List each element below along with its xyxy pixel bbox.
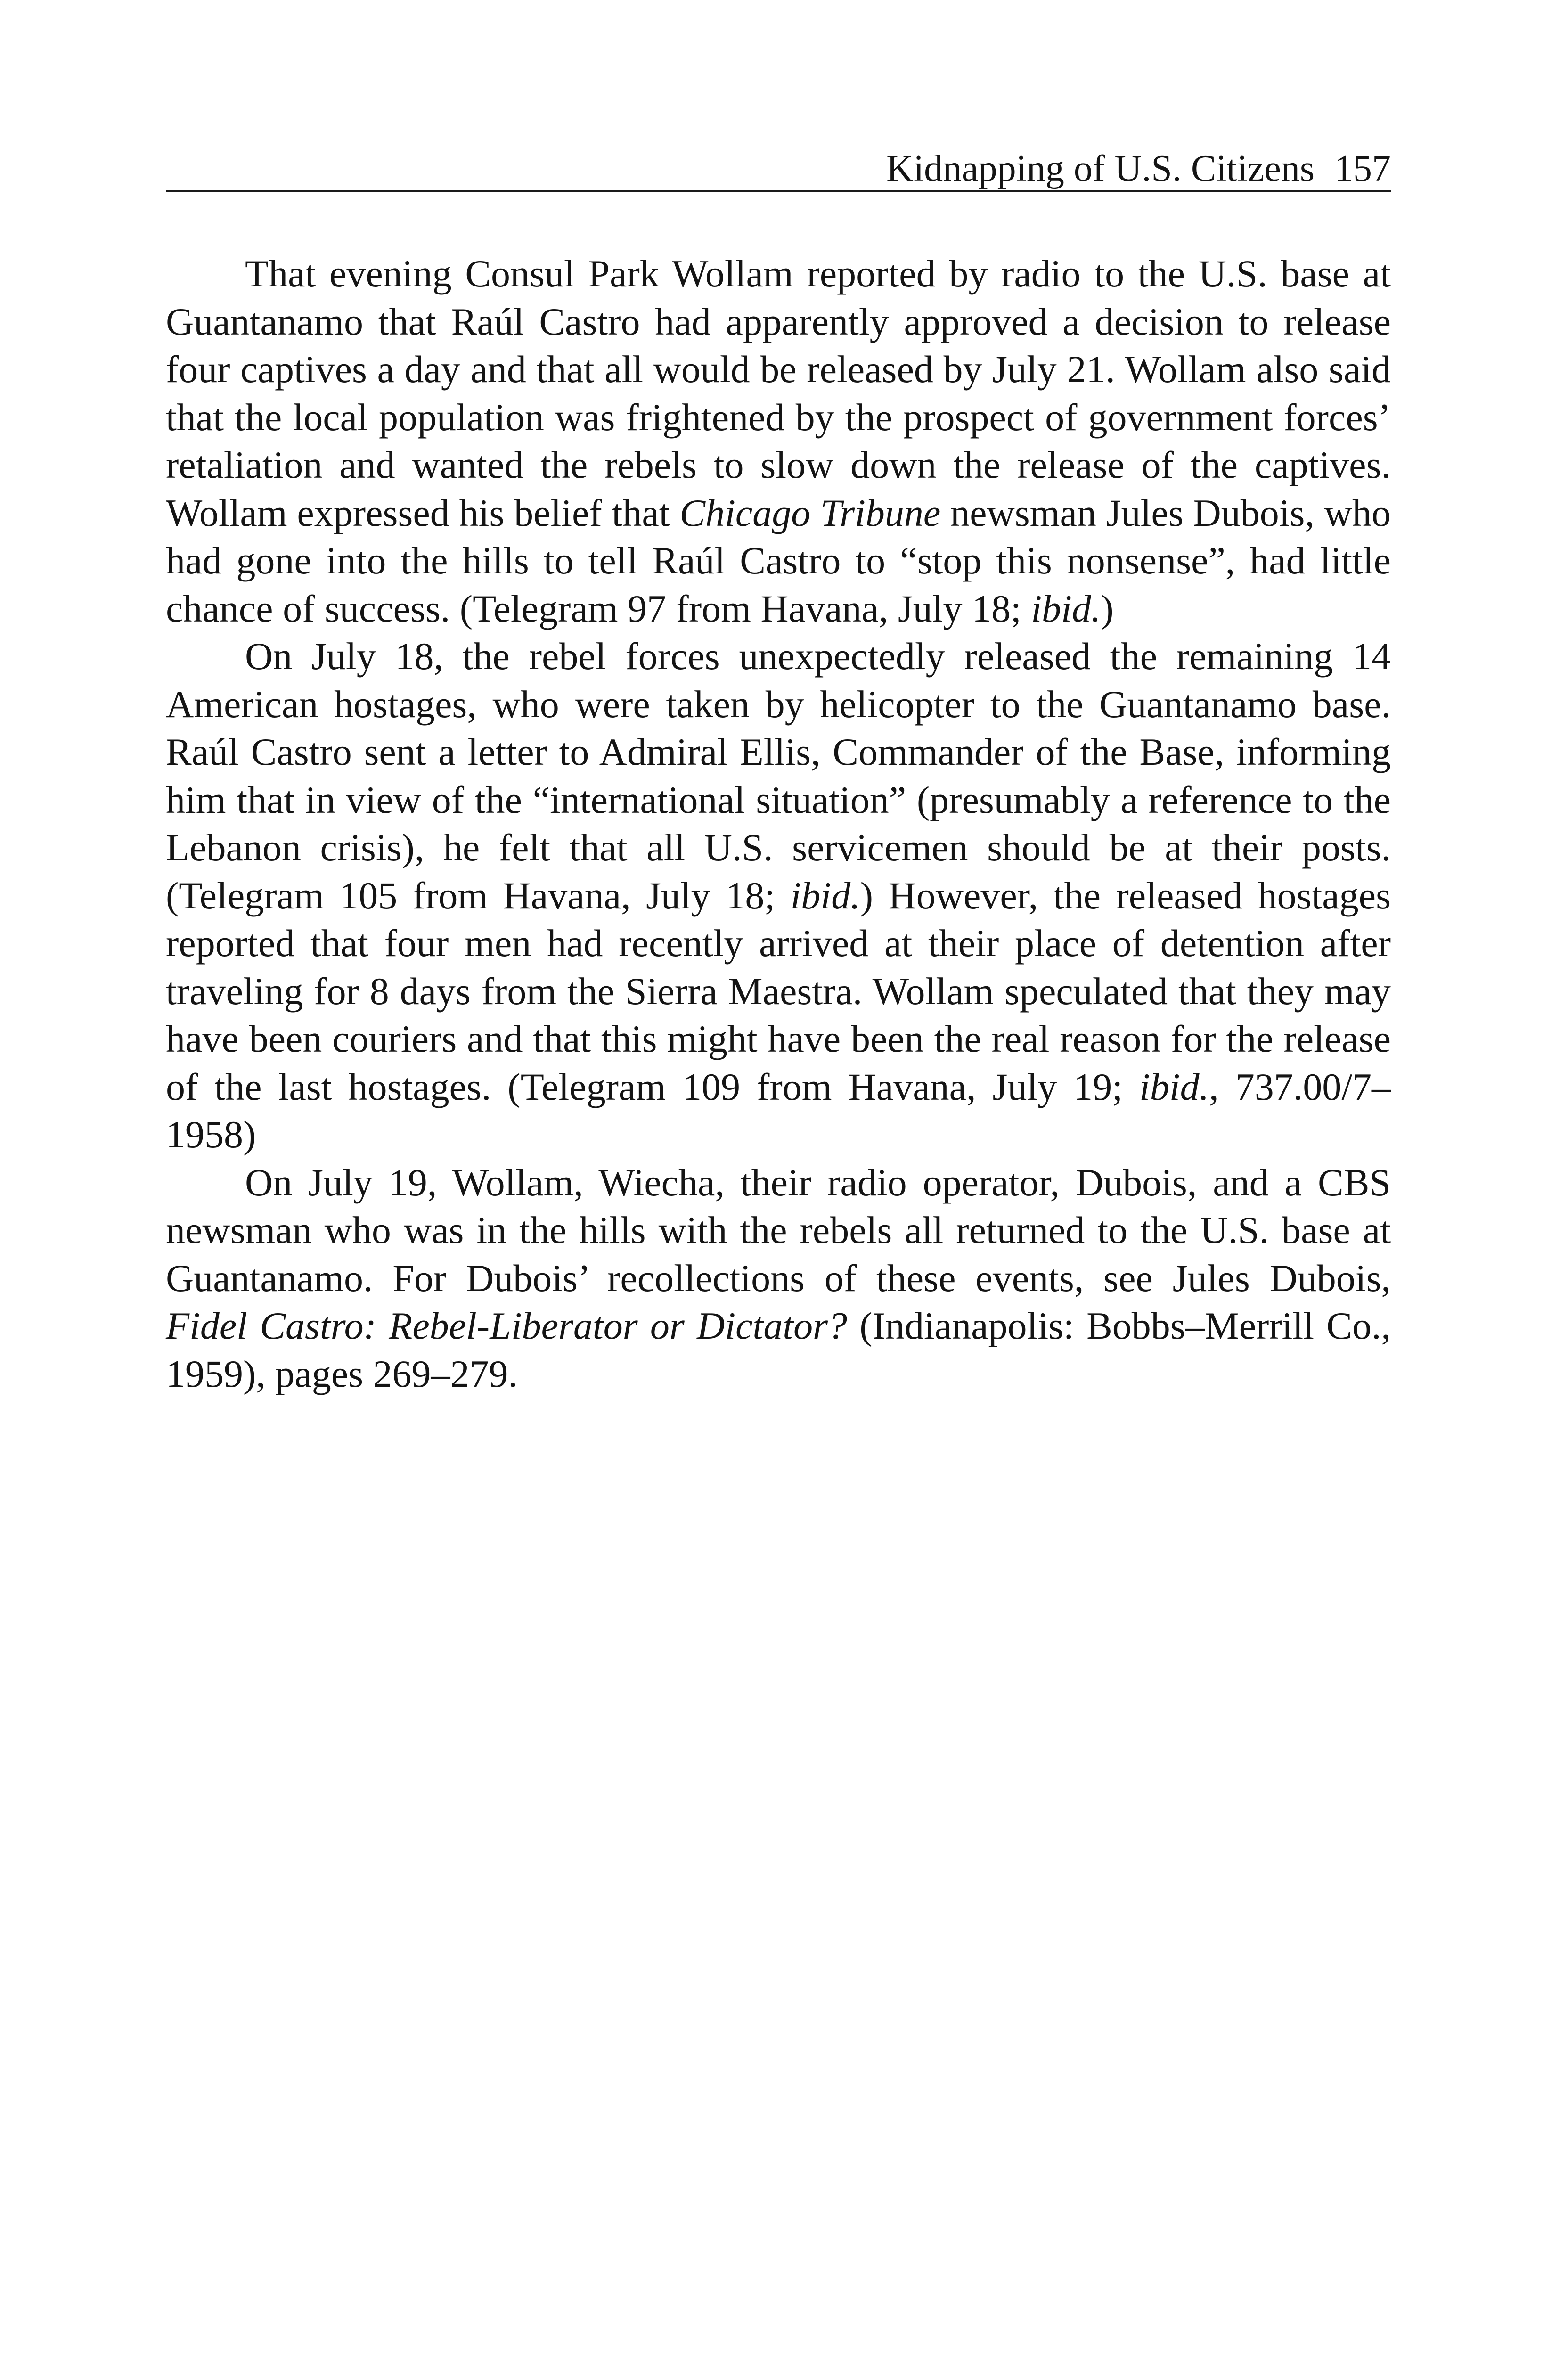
page-number: 157 [1334, 148, 1391, 189]
paragraph-2 [166, 632, 1391, 1159]
paragraph-3 [166, 1159, 1391, 1398]
text-run: , 737.00/7–1958) [166, 1065, 1391, 1156]
text-run: That evening Consul Park Wollam reported by radio to the U.S. base at Guantanamo that Raúl Castro had apparently approved a decision to release four captives a day and that all would be released by July 21. Wollam also said that the local population was frightened by the prospect of government forces’ retaliation and wanted the rebels to slow down the release of the captives. Wollam expressed his belief that [166, 252, 1391, 534]
text-run: (Indianapolis: Bobbs–Merrill Co., 1959), pages 269–279. [166, 1304, 1391, 1395]
text-run: ) However, the released hostages reported that four men had recently arrived at their place of detention after traveling for 8 days from the Sierra Maestra. Wollam speculated that they may have been couriers and that this might have been the real reason for the release of the last hostages. (Telegram 109 from Havana, July 19; [166, 874, 1391, 1108]
italic-text-run: ibid. [790, 874, 860, 917]
text-run: ) [1101, 587, 1114, 630]
italic-text-run: ibid. [1139, 1065, 1209, 1108]
text-run: On July 19, Wollam, Wiecha, their radio operator, Dubois, and a CBS newsman who was in the hills with the rebels all returned to the U.S. base at Guantanamo. For Dubois’ recollections of these events, see Jules Dubois, [166, 1161, 1391, 1300]
italic-text-run: Chicago Tribune [679, 491, 941, 534]
body-text [166, 250, 1391, 1398]
running-head [166, 150, 1391, 192]
italic-text-run: Fidel Castro: Rebel-Liberator or Dictator? [166, 1304, 848, 1347]
text-run: newsman Jules Dubois, who had gone into the hills to tell Raúl Castro to “stop this nonsense”, had little chance of success. (Telegram 97 from Havana, July 18; [166, 491, 1391, 630]
text-run: On July 18, the rebel forces unexpectedly released the remaining 14 American hostages, who were taken by helicopter to the Guantanamo base. Raúl Castro sent a letter to Admiral Ellis, Commander of the Base, informing him that in view of the “international situation” (presumably a reference to the Lebanon crisis), he felt that all U.S. servicemen should be at their posts. (Telegram 105 from Havana, July 18; [166, 635, 1391, 917]
paragraph-1 [166, 250, 1391, 632]
running-head-title: Kidnapping of U.S. Citizens [886, 148, 1315, 189]
italic-text-run: ibid. [1031, 587, 1101, 630]
